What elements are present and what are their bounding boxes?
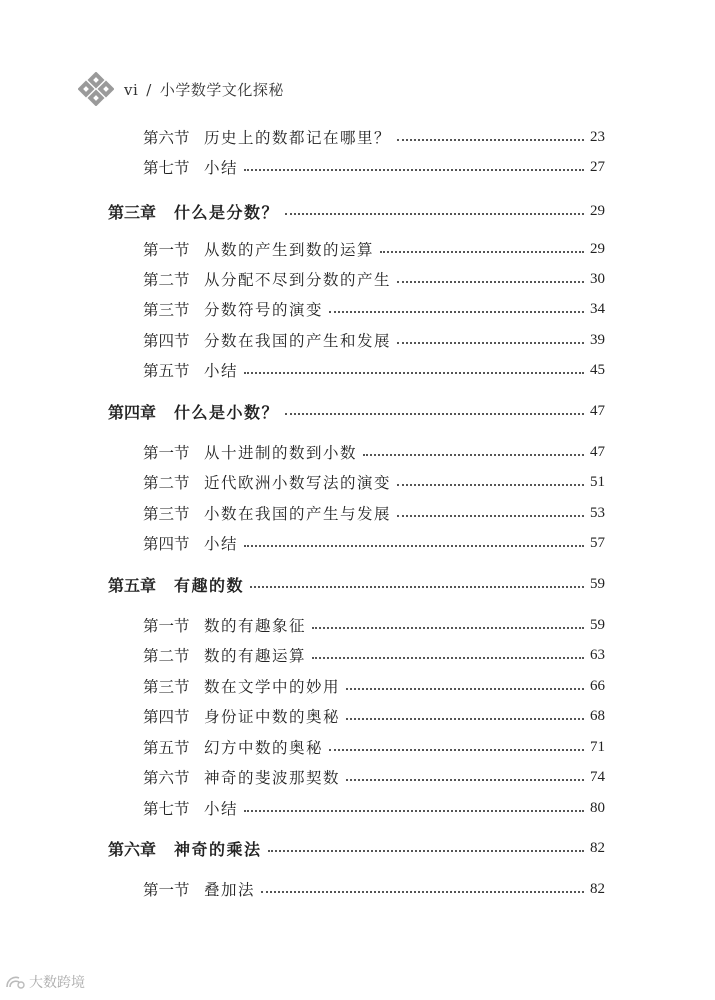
toc-entry-page: 74 [590,768,605,785]
toc-entry-number: 第六节 [143,769,190,787]
toc-section-row [143,154,605,180]
toc-entry-number: 第三节 [143,505,190,523]
toc-entry-number: 第三节 [143,678,190,696]
dot-leader [397,281,584,283]
toc-section-row [143,469,605,495]
toc-entry-title: 身份证中数的奥秘 [204,708,341,726]
toc-chapter-row [108,398,605,424]
toc-entry-title: 小结 [204,159,239,177]
toc-section-row [143,236,605,262]
dot-leader [244,545,584,547]
toc-chapter-row [108,835,605,861]
toc-entry-number: 第二节 [143,271,190,289]
toc-entry-page: 71 [590,738,605,755]
toc-entry-page: 68 [590,707,605,724]
toc-entry-number: 第五章 [108,575,157,595]
watermark [4,972,85,992]
toc-section-row [143,266,605,292]
toc-entry-number: 第四节 [143,535,190,553]
toc-entry-page: 30 [590,270,605,287]
dot-leader [363,454,584,456]
toc-entry-title: 从十进制的数到小数 [204,444,358,462]
toc-entry-title: 小结 [204,535,239,553]
toc-section-row [143,124,605,150]
dot-leader [346,779,584,781]
toc-entry-title: 数在文学中的妙用 [204,678,341,696]
toc-section-row [143,357,605,383]
toc-entry-number: 第四节 [143,332,190,350]
toc-entry-page: 66 [590,677,605,694]
toc-entry-title: 小结 [204,362,239,380]
toc-entry-title: 神奇的乘法 [174,839,262,859]
toc-entry-number: 第三节 [143,301,190,319]
toc-section-row [143,296,605,322]
toc-entry-page: 47 [590,402,605,419]
page-number-roman: vi [124,80,139,99]
book-title: 小学数学文化探秘 [159,80,284,99]
toc-entry-title: 历史上的数都记在哪里？ [204,129,392,147]
toc-entry-number: 第三章 [108,202,157,222]
toc-section-row [143,734,605,760]
toc-entry-page: 63 [590,646,605,663]
toc-entry-title: 有趣的数 [174,575,245,595]
running-header [78,72,284,106]
toc-entry-page: 82 [590,880,605,897]
dot-leader [329,311,584,313]
toc-entry-page: 57 [590,534,605,551]
toc-chapter-row [108,571,605,597]
dot-leader [244,810,584,812]
toc-entry-title: 什么是分数？ [174,202,280,222]
toc-entry-page: 27 [590,158,605,175]
toc-section-row [143,642,605,668]
toc-entry-title: 从数的产生到数的运算 [204,241,375,259]
diamond-ornament-icon [78,72,114,106]
dot-leader [329,749,584,751]
toc-entry-title: 近代欧洲小数写法的演变 [204,474,392,492]
toc-entry-number: 第五节 [143,362,190,380]
toc-entry-number: 第六章 [108,839,157,859]
toc-entry-page: 82 [590,839,605,856]
toc-section-row [143,795,605,821]
toc-section-row [143,612,605,638]
watermark-text: 大数跨境 [29,975,85,991]
toc-entry-page: 80 [590,799,605,816]
dot-leader [312,657,584,659]
toc-entry-number: 第一节 [143,444,190,462]
toc-entry-number: 第六节 [143,129,190,147]
dot-leader [244,372,584,374]
toc-section-row [143,876,605,902]
toc-entry-title: 数的有趣象征 [204,617,307,635]
toc-entry-number: 第二节 [143,474,190,492]
toc-entry-title: 小结 [204,800,239,818]
toc-entry-title: 分数在我国的产生和发展 [204,332,392,350]
toc-section-row [143,500,605,526]
toc-entry-title: 从分配不尽到分数的产生 [204,271,392,289]
toc-entry-page: 39 [590,331,605,348]
toc-entry-number: 第五节 [143,739,190,757]
toc-entry-number: 第四节 [143,708,190,726]
toc-entry-number: 第二节 [143,647,190,665]
toc-entry-page: 53 [590,504,605,521]
dot-leader [346,718,584,720]
toc-entry-page: 47 [590,443,605,460]
toc-entry-title: 神奇的斐波那契数 [204,769,341,787]
dot-leader [285,413,584,415]
toc-entry-number: 第七节 [143,159,190,177]
dot-leader [285,213,584,215]
dot-leader [397,139,584,141]
header-separator: / [146,80,152,99]
dot-leader [244,169,584,171]
toc-entry-page: 23 [590,128,605,145]
toc-entry-title: 小数在我国的产生与发展 [204,505,392,523]
toc-entry-number: 第四章 [108,402,157,422]
toc-entry-page: 45 [590,361,605,378]
dot-leader [312,627,584,629]
toc-section-row [143,530,605,556]
toc-entry-page: 29 [590,240,605,257]
toc-entry-number: 第一节 [143,241,190,259]
toc-entry-title: 分数符号的演变 [204,301,324,319]
toc-section-row [143,703,605,729]
dot-leader [346,688,584,690]
toc-entry-number: 第一节 [143,617,190,635]
toc-entry-page: 34 [590,300,605,317]
toc-section-row [143,439,605,465]
dot-leader [397,484,584,486]
toc-entry-page: 59 [590,616,605,633]
toc-entry-page: 51 [590,473,605,490]
watermark-logo-icon [4,973,26,991]
toc-section-row [143,673,605,699]
toc-section-row [143,764,605,790]
toc-entry-title: 幻方中数的奥秘 [204,739,324,757]
dot-leader [397,342,584,344]
toc-entry-number: 第一节 [143,881,190,899]
dot-leader [397,515,584,517]
dot-leader [380,251,584,253]
toc-chapter-row [108,198,605,224]
toc-entry-number: 第七节 [143,800,190,818]
toc-entry-title: 什么是小数？ [174,402,280,422]
dot-leader [250,586,584,588]
toc-entry-page: 59 [590,575,605,592]
toc-entry-page: 29 [590,202,605,219]
dot-leader [261,891,584,893]
dot-leader [268,850,584,852]
toc-entry-title: 数的有趣运算 [204,647,307,665]
toc-section-row [143,327,605,353]
toc-entry-title: 叠加法 [204,881,256,899]
